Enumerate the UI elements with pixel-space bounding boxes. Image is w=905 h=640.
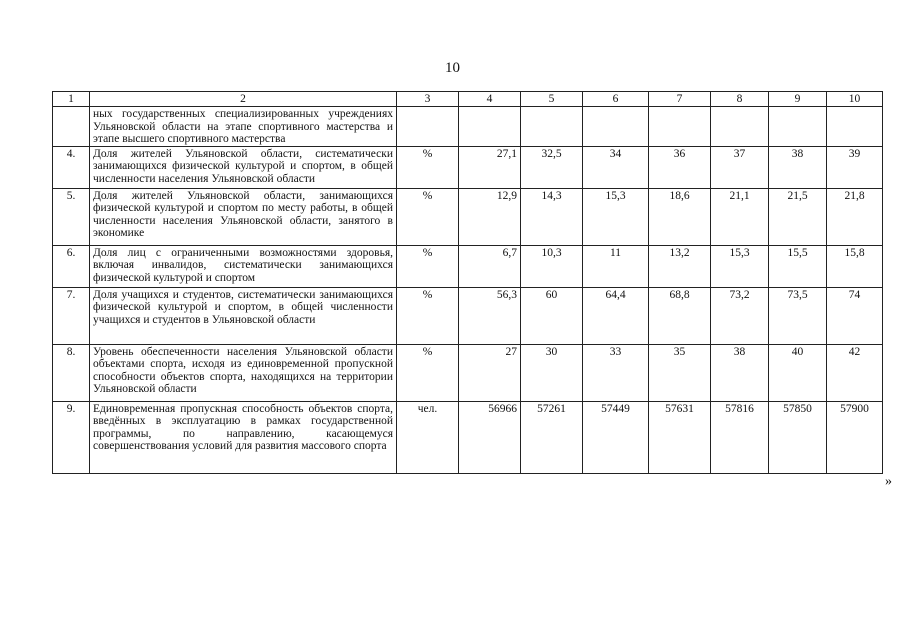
indicators-table (52, 91, 883, 474)
value-cell: 14,3 (521, 188, 583, 245)
value-cell: 15,8 (827, 245, 883, 287)
value-cell: 15,3 (583, 188, 649, 245)
value-cell: 73,5 (769, 287, 827, 344)
value-cell: 18,6 (649, 188, 711, 245)
table-row (53, 188, 883, 245)
unit-cell (397, 107, 459, 147)
value-cell: 15,5 (769, 245, 827, 287)
table-row (53, 107, 883, 147)
value-cell: 12,9 (459, 188, 521, 245)
value-cell: 36 (649, 146, 711, 188)
table-row (53, 401, 883, 473)
value-cell: 56966 (459, 401, 521, 473)
row-number (53, 107, 90, 147)
value-cell: 37 (711, 146, 769, 188)
value-cell (827, 107, 883, 147)
indicator-description: Единовременная пропускная способность объектов спорта, введённых в эксплуатацию в рамках государственной программы, по направлению, касающемуся совершенствования условий для развития массового спорта (90, 401, 397, 473)
header-cell: 5 (521, 92, 583, 107)
value-cell (521, 107, 583, 147)
value-cell: 30 (521, 344, 583, 401)
value-cell: 32,5 (521, 146, 583, 188)
value-cell: 57900 (827, 401, 883, 473)
header-cell: 9 (769, 92, 827, 107)
value-cell: 35 (649, 344, 711, 401)
row-number: 6. (53, 245, 90, 287)
value-cell: 21,8 (827, 188, 883, 245)
value-cell: 74 (827, 287, 883, 344)
row-number: 8. (53, 344, 90, 401)
value-cell: 57850 (769, 401, 827, 473)
page-number: 10 (445, 60, 460, 76)
value-cell: 68,8 (649, 287, 711, 344)
value-cell: 27 (459, 344, 521, 401)
value-cell: 64,4 (583, 287, 649, 344)
value-cell: 56,3 (459, 287, 521, 344)
header-cell: 10 (827, 92, 883, 107)
value-cell: 57631 (649, 401, 711, 473)
value-cell (711, 107, 769, 147)
table-row (53, 344, 883, 401)
closing-quote: » (885, 474, 892, 489)
value-cell: 42 (827, 344, 883, 401)
value-cell: 57816 (711, 401, 769, 473)
value-cell: 6,7 (459, 245, 521, 287)
value-cell (649, 107, 711, 147)
value-cell: 38 (711, 344, 769, 401)
table-row (53, 146, 883, 188)
value-cell: 73,2 (711, 287, 769, 344)
indicator-description: Доля лиц с ограниченными возможностями здоровья, включая инвалидов, систематически занимающихся физической культурой и спортом (90, 245, 397, 287)
value-cell (769, 107, 827, 147)
value-cell: 15,3 (711, 245, 769, 287)
value-cell: 57449 (583, 401, 649, 473)
value-cell: 40 (769, 344, 827, 401)
unit-cell: % (397, 146, 459, 188)
indicator-description: Доля жителей Ульяновской области, занимающихся физической культурой и спортом по месту работы, в общей численности населения Ульяновской области, занятого в экономике (90, 188, 397, 245)
value-cell: 10,3 (521, 245, 583, 287)
value-cell: 60 (521, 287, 583, 344)
header-cell: 6 (583, 92, 649, 107)
value-cell: 34 (583, 146, 649, 188)
row-number: 5. (53, 188, 90, 245)
value-cell: 33 (583, 344, 649, 401)
unit-cell: % (397, 287, 459, 344)
value-cell: 21,1 (711, 188, 769, 245)
value-cell: 11 (583, 245, 649, 287)
unit-cell: % (397, 344, 459, 401)
header-cell: 7 (649, 92, 711, 107)
header-cell: 1 (53, 92, 90, 107)
value-cell: 39 (827, 146, 883, 188)
value-cell (583, 107, 649, 147)
value-cell: 13,2 (649, 245, 711, 287)
table-row (53, 245, 883, 287)
header-row (53, 92, 883, 107)
indicator-description: ных государственных специализированных учреждениях Ульяновской области на этапе спортивного мастерства и этапе высшего спортивного мастерства (90, 107, 397, 147)
header-cell: 3 (397, 92, 459, 107)
value-cell: 21,5 (769, 188, 827, 245)
indicator-description: Доля жителей Ульяновской области, систематически занимающихся физической культурой и спортом, в общей численности населения Ульяновской области (90, 146, 397, 188)
unit-cell: чел. (397, 401, 459, 473)
value-cell (459, 107, 521, 147)
row-number: 7. (53, 287, 90, 344)
table-row (53, 287, 883, 344)
row-number: 9. (53, 401, 90, 473)
value-cell: 38 (769, 146, 827, 188)
unit-cell: % (397, 245, 459, 287)
row-number: 4. (53, 146, 90, 188)
header-cell: 2 (90, 92, 397, 107)
value-cell: 27,1 (459, 146, 521, 188)
unit-cell: % (397, 188, 459, 245)
header-cell: 8 (711, 92, 769, 107)
indicator-description: Доля учащихся и студентов, систематически занимающихся физической культурой и спортом, в общей численности учащихся и студентов в Ульяновской области (90, 287, 397, 344)
value-cell: 57261 (521, 401, 583, 473)
header-cell: 4 (459, 92, 521, 107)
indicator-description: Уровень обеспеченности населения Ульяновской области объектами спорта, исходя из единовременной пропускной способности объектов спорта, находящихся на территории Ульяновской области (90, 344, 397, 401)
